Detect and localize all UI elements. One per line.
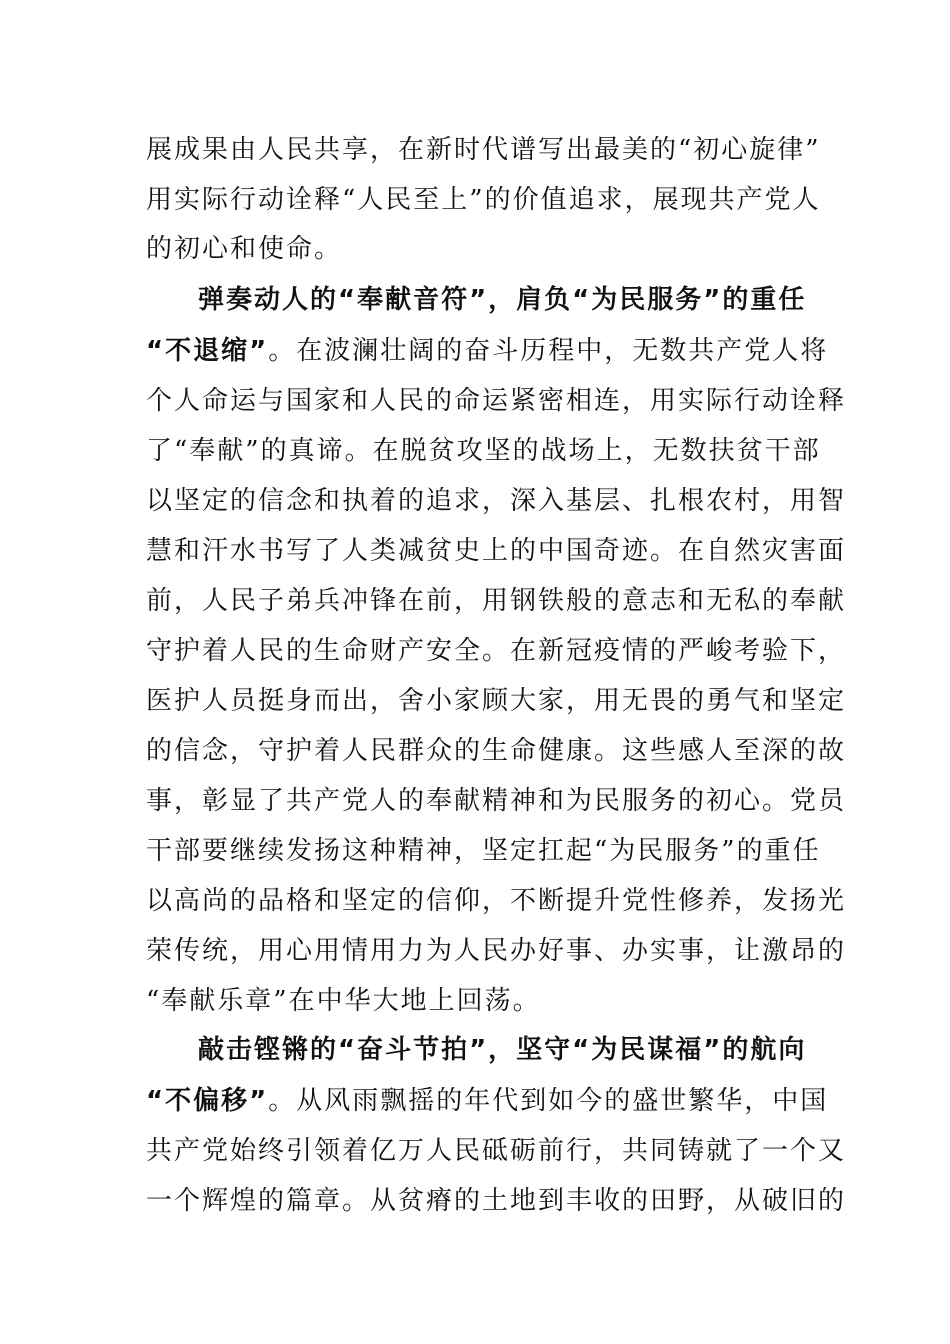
text-line: 个人命运与国家和人民的命运紧密相连，用实际行动诠释 <box>146 386 847 416</box>
text-line: 一个辉煌的篇章。从贫瘠的土地到丰收的田野，从破旧的 <box>146 1186 847 1216</box>
text-span: 。从风雨飘摇的年代到如今的盛世繁华，中国 <box>268 1086 829 1116</box>
text-line: 展成果由人民共享，在新时代谱写出最美的“初心旋律” <box>146 135 821 165</box>
text-line: 以坚定的信念和执着的追求，深入基层、扎根农村，用智 <box>146 486 847 516</box>
text-line: 慧和汗水书写了人类减贫史上的中国奇迹。在自然灾害面 <box>146 536 847 566</box>
text-span: 。在波澜壮阔的奋斗历程中，无数共产党人将 <box>268 336 829 366</box>
text-line: 事，彰显了共产党人的奉献精神和为民服务的初心。党员 <box>146 786 847 816</box>
text-line: 前，人民子弟兵冲锋在前，用钢铁般的意志和无私的奉献 <box>146 586 847 616</box>
text-line: 的初心和使命。 <box>146 234 343 264</box>
text-line: 荣传统，用心用情用力为人民办好事、办实事，让激昂的 <box>146 936 847 966</box>
text-line: 以高尚的品格和坚定的信仰，不断提升党性修养，发扬光 <box>146 886 847 916</box>
text-line <box>146 1088 828 1114</box>
text-line: 的信念，守护着人民群众的生命健康。这些感人至深的故 <box>146 736 847 766</box>
paragraph-heading-tail: “不偏移” <box>146 1086 269 1116</box>
text-line: 了“奉献”的真谛。在脱贫攻坚的战场上，无数扶贫干部 <box>146 436 821 466</box>
paragraph-heading: 弹奏动人的“奉献音符”，肩负“为民服务”的重任 <box>198 285 807 315</box>
text-line: 共产党始终引领着亿万人民砥砺前行，共同铸就了一个又 <box>146 1136 847 1166</box>
text-line: 干部要继续发扬这种精神，坚定扛起“为民服务”的重任 <box>146 836 821 866</box>
paragraph-heading-tail: “不退缩” <box>146 336 269 366</box>
text-line: 医护人员挺身而出，舍小家顾大家，用无畏的勇气和坚定 <box>146 686 847 716</box>
text-line <box>146 338 828 364</box>
text-line: 用实际行动诠释“人民至上”的价值追求，展现共产党人 <box>146 185 821 215</box>
text-line: “奉献乐章”在中华大地上回荡。 <box>146 986 541 1016</box>
paragraph-heading: 敲击铿锵的“奋斗节拍”，坚守“为民谋福”的航向 <box>198 1035 807 1065</box>
text-line: 守护着人民的生命财产安全。在新冠疫情的严峻考验下， <box>146 636 847 666</box>
